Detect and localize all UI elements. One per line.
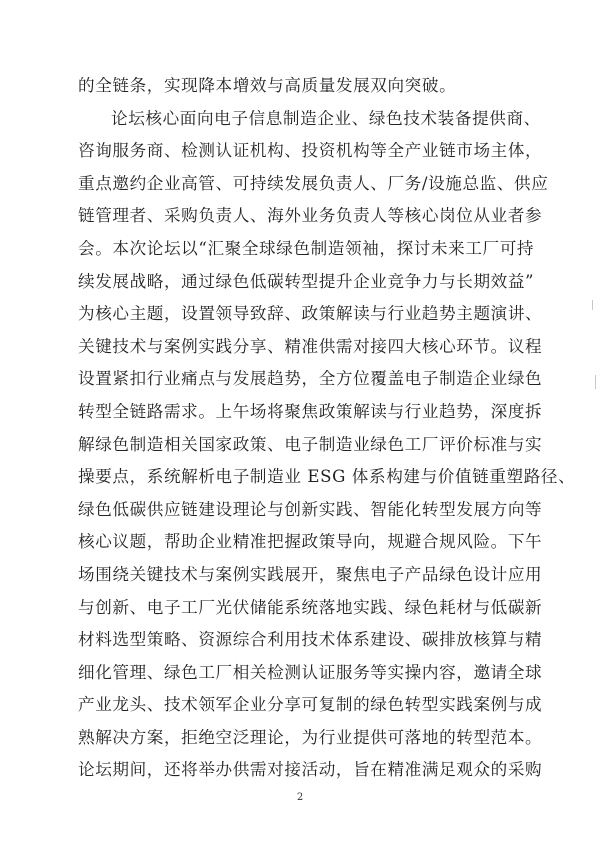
text-line-20: 产业龙头、技术领军企业分享可复制的绿色转型实践案例与成 [78,695,543,715]
text-line-6: 会。本次论坛以“汇聚全球绿色制造领袖，探讨未来工厂可持 [78,238,535,258]
scan-artifact-mark [595,375,596,389]
text-line-21: 熟解决方案，拒绝空泛理论，为行业提供可落地的转型范本。 [78,727,543,747]
text-line-17: 与创新、电子工厂光伏储能系统落地实践、绿色耗材与低碳新 [78,597,543,617]
text-line-10: 设置紧扣行业痛点与发展趋势，全方位覆盖电子制造企业绿色 [78,369,543,389]
text-line-5: 链管理者、采购负责人、海外业务负责人等核心岗位从业者参 [78,206,543,226]
text-line-14: 绿色低碳供应链建设理论与创新实践、智能化转型发展方向等 [78,499,543,519]
text-line-13: 操要点，系统解析电子制造业 ESG 体系构建与价值链重塑路径、 [78,467,576,487]
text-line-11: 转型全链路需求。上午场将聚焦政策解读与行业趋势，深度拆 [78,401,543,421]
text-line-7: 续发展战略，通过绿色低碳转型提升企业竞争力与长期效益” [78,271,535,291]
text-line-1: 的全链条，实现降本增效与高质量发展双向突破。 [78,76,457,95]
text-line-4: 重点邀约企业高管、可持续发展负责人、厂务/设施总监、供应 [78,173,549,193]
text-line-19: 细化管理、绿色工厂相关检测认证服务等实操内容，邀请全球 [78,662,543,682]
body-text [78,70,576,787]
text-line-8: 为核心主题，设置领导致辞、政策解读与行业趋势主题演讲、 [78,304,543,324]
text-line-18: 材料选型策略、资源综合利用技术体系建设、碳排放核算与精 [78,630,543,650]
text-line-3: 咨询服务商、检测认证机构、投资机构等全产业链市场主体， [78,141,543,161]
text-line-22: 论坛期间，还将举办供需对接活动，旨在精准满足观众的采购 [78,760,543,780]
text-line-12: 解绿色制造相关国家政策、电子制造业绿色工厂评价标准与实 [78,434,543,454]
scan-artifact-mark [592,300,593,310]
text-line-9: 关键技术与案例实践分享、精准供需对接四大核心环节。议程 [78,336,543,356]
text-line-15: 核心议题，帮助企业精准把握政策导向，规避合规风险。下午 [78,532,543,552]
page-number: 2 [296,792,304,803]
text-line-2: 论坛核心面向电子信息制造企业、绿色技术装备提供商、 [111,108,541,128]
text-line-16: 场围绕关键技术与案例实践展开，聚焦电子产品绿色设计应用 [78,564,543,584]
